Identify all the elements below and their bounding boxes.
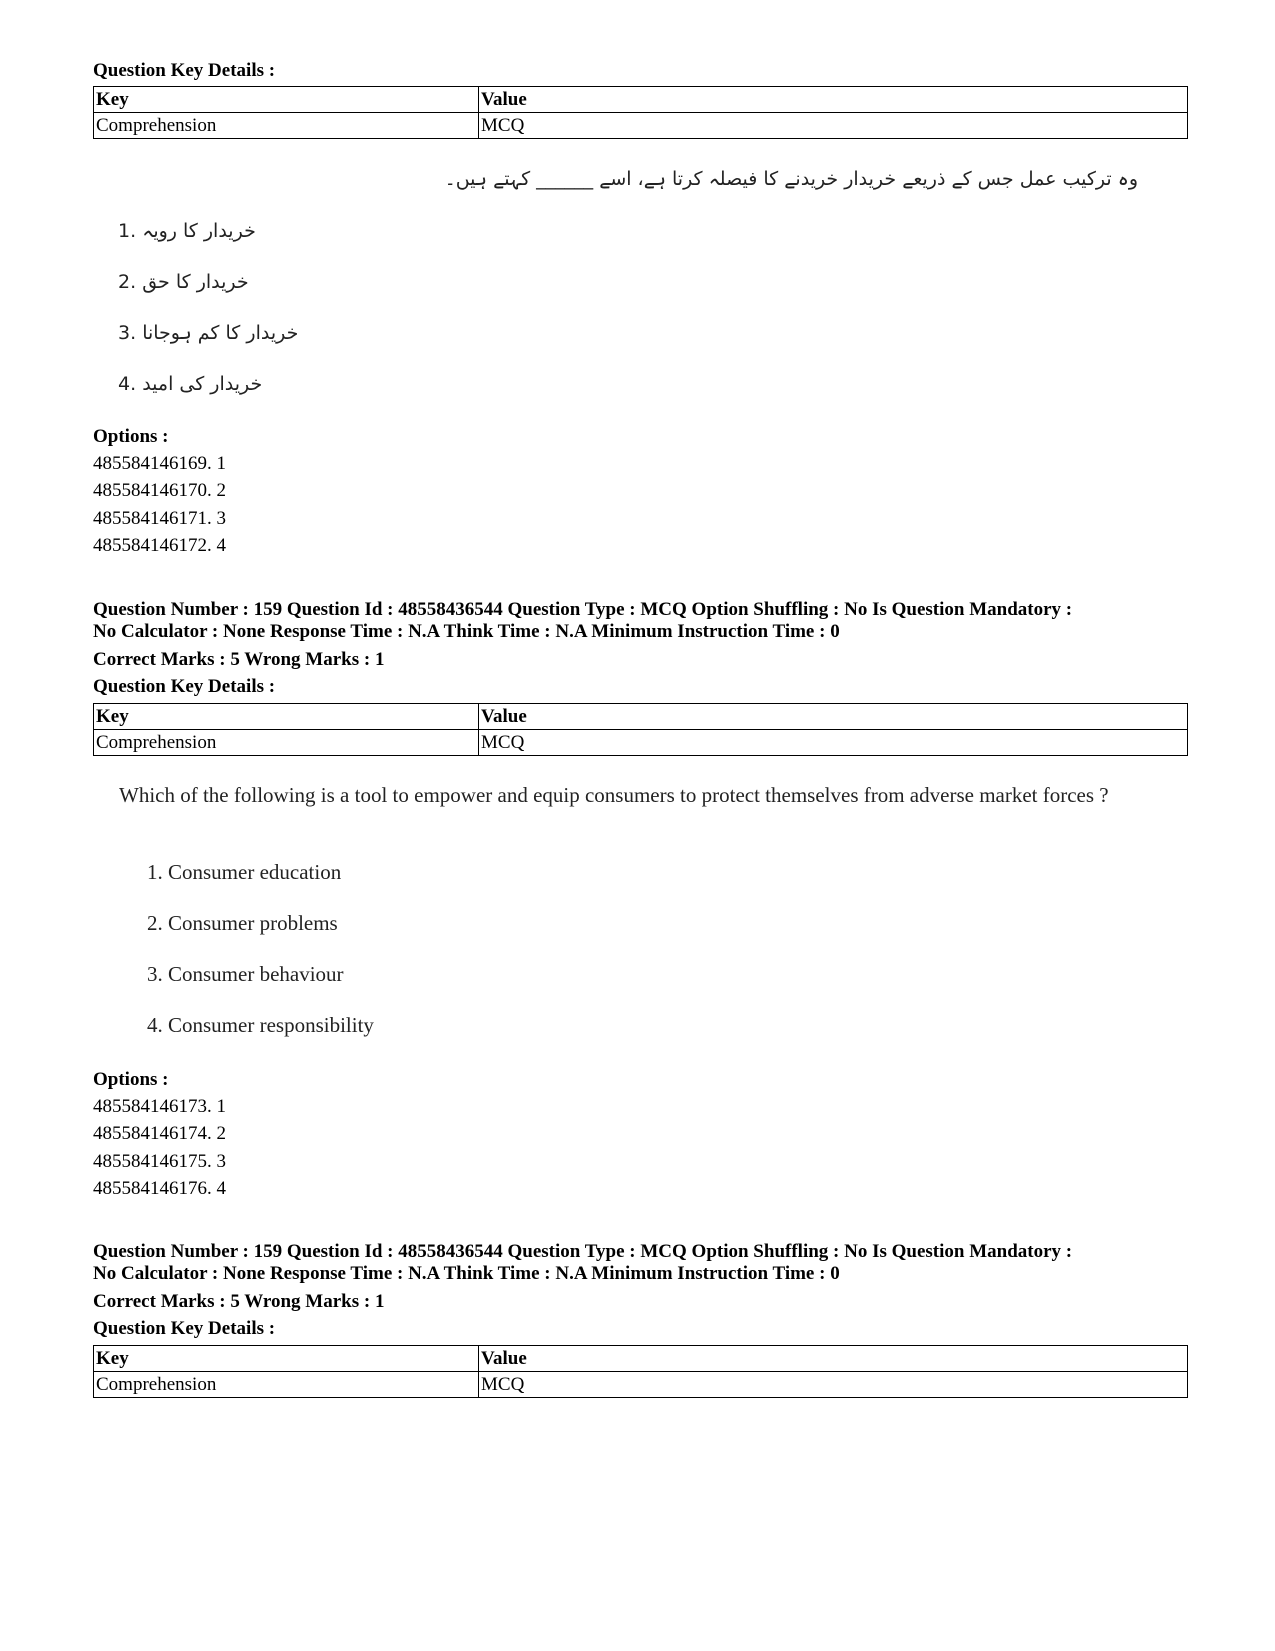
key-header: Key <box>94 1346 479 1372</box>
option-id-line: 485584146173. 1 <box>93 1096 226 1117</box>
option-id-line: 485584146176. 4 <box>93 1178 226 1199</box>
key-cell: Comprehension <box>94 113 479 139</box>
urdu-choice: 4. خریدار کی امید <box>118 373 263 395</box>
value-cell: MCQ <box>479 730 1188 756</box>
option-id-line: 485584146169. 1 <box>93 453 226 474</box>
value-cell: MCQ <box>479 1372 1188 1398</box>
option-id-line: 485584146170. 2 <box>93 480 226 501</box>
question-header-line-1: Question Number : 159 Question Id : 48558436544 Question Type : MCQ Option Shuffling : No Is Question Mandatory : <box>93 599 1073 620</box>
value-header: Value <box>479 704 1188 730</box>
question-header <box>93 1241 1188 1285</box>
option-id-line: 485584146171. 3 <box>93 508 226 529</box>
table-row <box>94 113 1188 139</box>
question-key-table <box>93 86 1188 139</box>
value-header: Value <box>479 1346 1188 1372</box>
question-key-table <box>93 703 1188 756</box>
urdu-choice: 3. خریدار کا کم ہوجانا <box>118 322 299 344</box>
english-choice: 1. Consumer education <box>147 860 342 884</box>
question-key-details-label: Question Key Details : <box>93 676 276 697</box>
table-header-row <box>94 704 1188 730</box>
marks-line: Correct Marks : 5 Wrong Marks : 1 <box>93 1291 385 1312</box>
table-row <box>94 1372 1188 1398</box>
english-choice: 3. Consumer behaviour <box>147 962 344 986</box>
table-row <box>94 730 1188 756</box>
option-id-line: 485584146172. 4 <box>93 535 226 556</box>
question-key-details-label: Question Key Details : <box>93 1318 276 1339</box>
english-choice: 2. Consumer problems <box>147 911 338 935</box>
option-id-line: 485584146175. 3 <box>93 1151 226 1172</box>
table-header-row <box>94 1346 1188 1372</box>
urdu-choice: 2. خریدار کا حق <box>118 271 249 293</box>
key-header: Key <box>94 87 479 113</box>
key-cell: Comprehension <box>94 1372 479 1398</box>
urdu-choice: 1. خریدار کا رویہ <box>118 220 256 242</box>
question-header-line-2: No Calculator : None Response Time : N.A Think Time : N.A Minimum Instruction Time : 0 <box>93 1263 840 1284</box>
key-header: Key <box>94 704 479 730</box>
question-key-details-label: Question Key Details : <box>93 60 276 81</box>
option-id-line: 485584146174. 2 <box>93 1123 226 1144</box>
value-header: Value <box>479 87 1188 113</box>
key-cell: Comprehension <box>94 730 479 756</box>
options-label: Options : <box>93 426 169 447</box>
question-header-line-1: Question Number : 159 Question Id : 48558436544 Question Type : MCQ Option Shuffling : No Is Question Mandatory : <box>93 1241 1073 1262</box>
question-header-line-2: No Calculator : None Response Time : N.A Think Time : N.A Minimum Instruction Time : 0 <box>93 621 840 642</box>
urdu-question-text: وہ ترکیب عمل جس کے ذریعے خریدار خریدنے کا فیصلہ کرتا ہے، اسے ______ کہتے ہیں۔ <box>444 168 1138 190</box>
options-label: Options : <box>93 1069 169 1090</box>
english-choice: 4. Consumer responsibility <box>147 1013 374 1037</box>
question-header <box>93 599 1188 643</box>
question-key-table <box>93 1345 1188 1398</box>
english-question-text: Which of the following is a tool to empower and equip consumers to protect themselves from adverse market forces ? <box>119 783 1109 807</box>
table-header-row <box>94 87 1188 113</box>
marks-line: Correct Marks : 5 Wrong Marks : 1 <box>93 649 385 670</box>
value-cell: MCQ <box>479 113 1188 139</box>
